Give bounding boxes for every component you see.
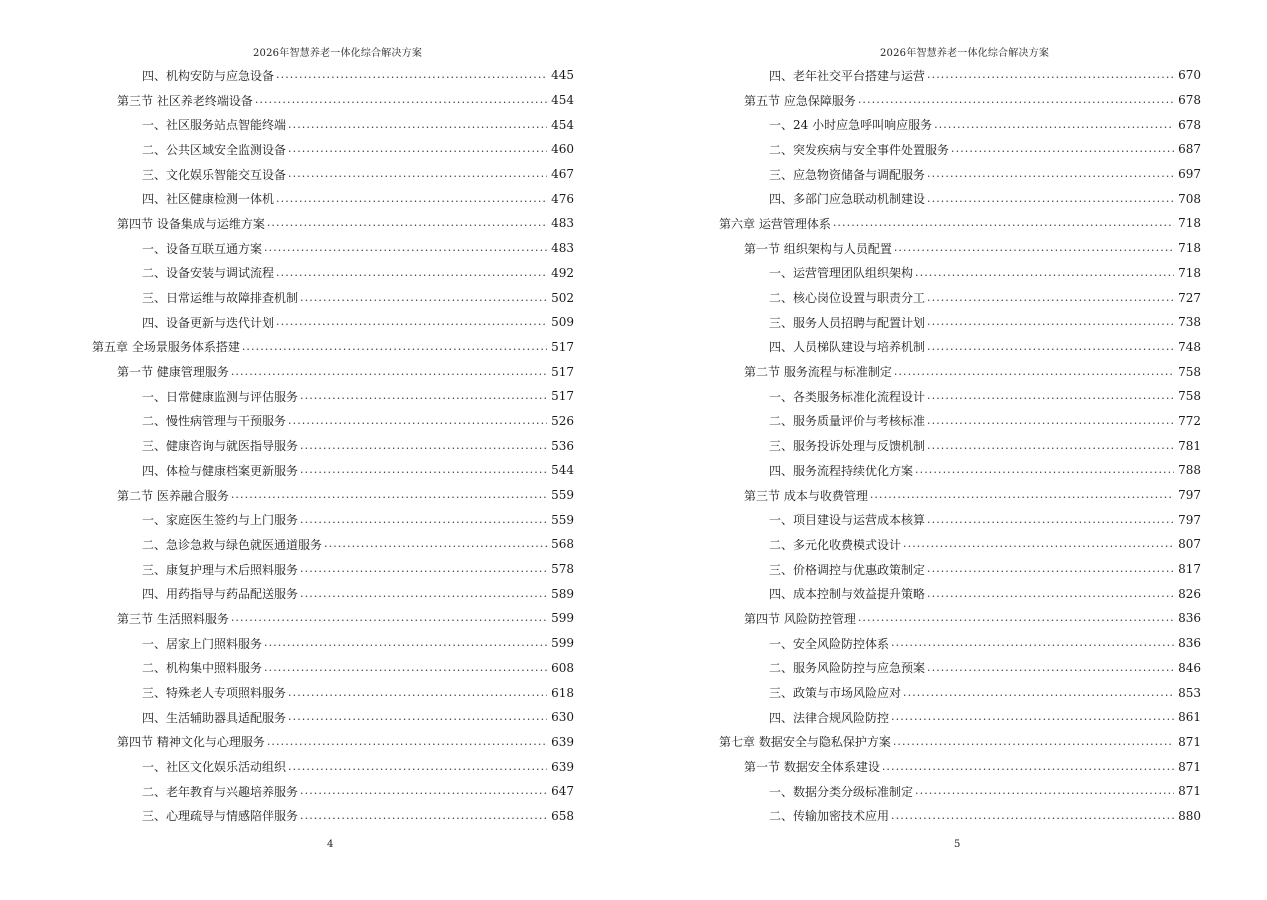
dot-leader <box>882 760 1174 774</box>
toc-entry-page-number: 608 <box>551 660 574 675</box>
dot-leader <box>300 389 547 403</box>
toc-subsection-entry[interactable] <box>719 409 1201 434</box>
toc-entry-page-number: 526 <box>551 413 574 428</box>
dot-leader <box>927 192 1174 206</box>
toc-entry-page-number: 758 <box>1178 364 1201 379</box>
toc-entry-title: 四、生活辅助器具适配服务 <box>92 709 288 726</box>
dot-leader <box>300 291 547 305</box>
toc-section-entry[interactable] <box>92 88 574 113</box>
toc-subsection-entry[interactable] <box>719 112 1201 137</box>
toc-subsection-entry[interactable] <box>92 581 574 606</box>
toc-entry-title: 四、社区健康检测一体机 <box>92 190 276 207</box>
toc-entry-title: 第一节 组织架构与人员配置 <box>719 240 894 257</box>
toc-entry-title: 二、服务质量评价与考核标准 <box>719 412 927 429</box>
toc-entry-page-number: 836 <box>1178 636 1201 651</box>
dot-leader <box>264 661 547 675</box>
toc-entry-title: 一、社区服务站点智能终端 <box>92 116 288 133</box>
toc-entry-page-number: 544 <box>551 463 574 478</box>
toc-entry-title: 一、居家上门照料服务 <box>92 635 264 652</box>
dot-leader <box>324 537 547 551</box>
toc-entry-page-number: 697 <box>1178 167 1201 182</box>
toc-entry-title: 二、多元化收费模式设计 <box>719 536 903 553</box>
toc-subsection-entry[interactable] <box>92 112 574 137</box>
toc-entry-title: 一、运营管理团队组织架构 <box>719 264 915 281</box>
toc-subsection-entry[interactable] <box>92 409 574 434</box>
toc-entry-page-number: 797 <box>1178 512 1201 527</box>
toc-entry-title: 三、特殊老人专项照料服务 <box>92 684 288 701</box>
toc-subsection-entry[interactable] <box>719 285 1201 310</box>
toc-entry-title: 三、政策与市场风险应对 <box>719 684 903 701</box>
toc-entry-title: 二、机构集中照料服务 <box>92 659 264 676</box>
dot-leader <box>934 118 1174 132</box>
toc-entry-title: 二、设备安装与调试流程 <box>92 264 276 281</box>
toc-subsection-entry[interactable] <box>92 754 574 779</box>
toc-chapter-entry[interactable] <box>719 211 1201 236</box>
toc-entry-page-number: 578 <box>551 562 574 577</box>
toc-entry-page-number: 670 <box>1178 68 1201 83</box>
toc-subsection-entry[interactable] <box>719 557 1201 582</box>
toc-entry-title: 一、家庭医生签约与上门服务 <box>92 511 300 528</box>
toc-subsection-entry[interactable] <box>719 433 1201 458</box>
toc-subsection-entry[interactable] <box>92 162 574 187</box>
toc-entry-title: 四、设备更新与迭代计划 <box>92 314 276 331</box>
toc-entry-title: 一、数据分类分级标准制定 <box>719 783 915 800</box>
dot-leader <box>255 93 547 107</box>
dot-leader <box>927 587 1174 601</box>
toc-entry-page-number: 836 <box>1178 611 1201 626</box>
toc-entry-page-number: 639 <box>551 759 574 774</box>
toc-entry-title: 二、服务风险防控与应急预案 <box>719 659 927 676</box>
toc-entry-page-number: 772 <box>1178 413 1201 428</box>
dot-leader <box>858 611 1174 625</box>
dot-leader <box>858 93 1174 107</box>
toc-entry-title: 二、核心岗位设置与职责分工 <box>719 289 927 306</box>
toc-subsection-entry[interactable] <box>719 705 1201 730</box>
toc-entry-title: 一、项目建设与运营成本核算 <box>719 511 927 528</box>
toc-section-entry[interactable] <box>719 606 1201 631</box>
toc-subsection-entry[interactable] <box>719 656 1201 681</box>
toc-entry-page-number: 880 <box>1178 808 1201 823</box>
toc-entry-title: 三、应急物资储备与调配服务 <box>719 166 927 183</box>
dot-leader <box>264 636 547 650</box>
toc-entry-page-number: 599 <box>551 636 574 651</box>
toc-subsection-entry[interactable] <box>719 680 1201 705</box>
toc-subsection-entry[interactable] <box>92 532 574 557</box>
toc-entry-page-number: 639 <box>551 734 574 749</box>
running-header: 2026年智慧养老一体化综合解决方案 <box>880 48 1050 59</box>
toc-subsection-entry[interactable] <box>719 532 1201 557</box>
toc-entry-title: 一、各类服务标准化流程设计 <box>719 388 927 405</box>
dot-leader <box>288 414 547 428</box>
toc-entry-title: 第五章 全场景服务体系搭建 <box>92 340 240 355</box>
toc-subsection-entry[interactable] <box>92 261 574 286</box>
toc-subsection-entry[interactable] <box>92 433 574 458</box>
toc-entry-title: 四、法律合规风险防控 <box>719 709 891 726</box>
toc-entry-title: 三、文化娱乐智能交互设备 <box>92 166 288 183</box>
dot-leader <box>300 463 547 477</box>
dot-leader <box>927 340 1174 354</box>
toc-entry-page-number: 727 <box>1178 290 1201 305</box>
dot-leader <box>951 142 1174 156</box>
page-number: 4 <box>327 839 334 850</box>
toc-entry-page-number: 559 <box>551 512 574 527</box>
toc-entry-title: 一、安全风险防控体系 <box>719 635 891 652</box>
toc-entry-page-number: 630 <box>551 710 574 725</box>
toc-entry-title: 一、24 小时应急呼叫响应服务 <box>719 116 934 133</box>
dot-leader <box>288 118 547 132</box>
toc-entry-page-number: 568 <box>551 537 574 552</box>
toc-entry-page-number: 817 <box>1178 562 1201 577</box>
dot-leader <box>288 167 547 181</box>
toc-entry-page-number: 483 <box>551 241 574 256</box>
dot-leader <box>833 216 1174 230</box>
dot-leader <box>231 611 547 625</box>
toc-entry-title: 一、设备互联互通方案 <box>92 240 264 257</box>
toc-entry-page-number: 826 <box>1178 586 1201 601</box>
toc-entry-page-number: 748 <box>1178 339 1201 354</box>
toc-entry-page-number: 658 <box>551 808 574 823</box>
toc-entry-page-number: 517 <box>551 339 574 354</box>
dot-leader <box>300 784 547 798</box>
dot-leader <box>927 414 1174 428</box>
toc-section-entry[interactable] <box>719 88 1201 113</box>
dot-leader <box>231 365 547 379</box>
toc-section-entry[interactable] <box>92 483 574 508</box>
toc-entry-title: 四、老年社交平台搭建与运营 <box>719 67 927 84</box>
toc-entry-title: 一、社区文化娱乐活动组织 <box>92 758 288 775</box>
toc-entry-page-number: 509 <box>551 315 574 330</box>
toc-subsection-entry[interactable] <box>719 779 1201 804</box>
dot-leader <box>927 68 1174 82</box>
toc-subsection-entry[interactable] <box>92 656 574 681</box>
toc-entry-title: 二、慢性病管理与干预服务 <box>92 412 288 429</box>
toc-subsection-entry[interactable] <box>92 557 574 582</box>
toc-subsection-entry[interactable] <box>719 581 1201 606</box>
toc-entry-title: 三、服务人员招聘与配置计划 <box>719 314 927 331</box>
toc-entry-title: 第四节 风险防控管理 <box>719 610 858 627</box>
dot-leader <box>894 241 1174 255</box>
toc-entry-title: 二、急诊急救与绿色就医通道服务 <box>92 536 324 553</box>
dot-leader <box>870 488 1174 502</box>
toc-chapter-entry[interactable] <box>92 335 574 360</box>
dot-leader <box>231 488 547 502</box>
toc-entry-page-number: 718 <box>1178 241 1201 256</box>
toc-entry-page-number: 460 <box>551 142 574 157</box>
toc-subsection-entry[interactable] <box>719 162 1201 187</box>
toc-entry-page-number: 846 <box>1178 660 1201 675</box>
toc-entry-page-number: 678 <box>1178 117 1201 132</box>
dot-leader <box>300 562 547 576</box>
dot-leader <box>915 266 1174 280</box>
toc-entry-page-number: 853 <box>1178 685 1201 700</box>
toc-entry-title: 四、用药指导与药品配送服务 <box>92 585 300 602</box>
toc-chapter-entry[interactable] <box>719 730 1201 755</box>
toc-entry-title: 四、服务流程持续优化方案 <box>719 462 915 479</box>
toc-subsection-entry[interactable] <box>719 458 1201 483</box>
toc-entry-title: 三、服务投诉处理与反馈机制 <box>719 437 927 454</box>
toc-subsection-entry[interactable] <box>92 458 574 483</box>
dot-leader <box>927 661 1174 675</box>
right-page <box>640 0 1267 900</box>
toc-entry-title: 二、突发疾病与安全事件处置服务 <box>719 141 951 158</box>
toc-entry-title: 三、心理疏导与情感陪伴服务 <box>92 807 300 824</box>
dot-leader <box>927 389 1174 403</box>
toc-entry-page-number: 647 <box>551 784 574 799</box>
toc-subsection-entry[interactable] <box>719 507 1201 532</box>
toc-entry-page-number: 599 <box>551 611 574 626</box>
toc-subsection-entry[interactable] <box>92 236 574 261</box>
toc-entry-page-number: 476 <box>551 191 574 206</box>
dot-leader <box>242 340 547 354</box>
toc-subsection-entry[interactable] <box>92 680 574 705</box>
toc-entry-page-number: 454 <box>551 117 574 132</box>
toc-subsection-entry[interactable] <box>719 804 1201 829</box>
toc-entry-page-number: 781 <box>1178 438 1201 453</box>
toc-subsection-entry[interactable] <box>92 779 574 804</box>
dot-leader <box>276 68 547 82</box>
toc-entry-page-number: 618 <box>551 685 574 700</box>
dot-leader <box>276 266 547 280</box>
toc-entry-title: 第七章 数据安全与隐私保护方案 <box>719 735 891 750</box>
toc-section-entry[interactable] <box>92 606 574 631</box>
toc-subsection-entry[interactable] <box>719 137 1201 162</box>
toc-section-entry[interactable] <box>719 483 1201 508</box>
toc-entry-title: 四、多部门应急联动机制建设 <box>719 190 927 207</box>
toc-entry-page-number: 797 <box>1178 488 1201 503</box>
toc-subsection-entry[interactable] <box>92 631 574 656</box>
toc-subsection-entry[interactable] <box>92 186 574 211</box>
dot-leader <box>267 216 547 230</box>
toc-entry-page-number: 454 <box>551 93 574 108</box>
toc-entry-page-number: 445 <box>551 68 574 83</box>
dot-leader <box>927 315 1174 329</box>
dot-leader <box>927 167 1174 181</box>
toc-entry-page-number: 871 <box>1178 759 1201 774</box>
toc-entry-title: 二、公共区域安全监测设备 <box>92 141 288 158</box>
dot-leader <box>288 710 547 724</box>
toc-subsection-entry[interactable] <box>92 63 574 88</box>
toc-entry-title: 四、体检与健康档案更新服务 <box>92 462 300 479</box>
toc-entry-page-number: 758 <box>1178 389 1201 404</box>
toc-entry-title: 第二节 服务流程与标准制定 <box>719 363 894 380</box>
dot-leader <box>276 192 547 206</box>
running-header: 2026年智慧养老一体化综合解决方案 <box>253 48 423 59</box>
table-of-contents <box>92 63 574 828</box>
toc-entry-page-number: 708 <box>1178 191 1201 206</box>
toc-entry-page-number: 678 <box>1178 93 1201 108</box>
toc-entry-title: 四、成本控制与效益提升策略 <box>719 585 927 602</box>
toc-subsection-entry[interactable] <box>92 705 574 730</box>
toc-section-entry[interactable] <box>92 359 574 384</box>
dot-leader <box>915 463 1174 477</box>
toc-entry-title: 三、日常运维与故障排查机制 <box>92 289 300 306</box>
dot-leader <box>300 439 547 453</box>
toc-entry-title: 第五节 应急保障服务 <box>719 92 858 109</box>
toc-entry-page-number: 589 <box>551 586 574 601</box>
toc-section-entry[interactable] <box>719 359 1201 384</box>
dot-leader <box>927 513 1174 527</box>
toc-section-entry[interactable] <box>719 236 1201 261</box>
toc-subsection-entry[interactable] <box>719 335 1201 360</box>
toc-entry-page-number: 738 <box>1178 315 1201 330</box>
table-of-contents <box>719 63 1201 828</box>
toc-entry-page-number: 502 <box>551 290 574 305</box>
toc-subsection-entry[interactable] <box>92 384 574 409</box>
dot-leader <box>300 513 547 527</box>
dot-leader <box>894 365 1174 379</box>
toc-entry-page-number: 492 <box>551 265 574 280</box>
toc-entry-title: 一、日常健康监测与评估服务 <box>92 388 300 405</box>
dot-leader <box>891 710 1174 724</box>
toc-section-entry[interactable] <box>92 211 574 236</box>
dot-leader <box>267 735 547 749</box>
toc-entry-title: 四、机构安防与应急设备 <box>92 67 276 84</box>
toc-entry-page-number: 871 <box>1178 734 1201 749</box>
dot-leader <box>927 291 1174 305</box>
toc-entry-title: 第一节 健康管理服务 <box>92 363 231 380</box>
toc-entry-page-number: 517 <box>551 364 574 379</box>
toc-entry-title: 四、人员梯队建设与培养机制 <box>719 338 927 355</box>
dot-leader <box>300 587 547 601</box>
dot-leader <box>264 241 547 255</box>
toc-entry-title: 第四节 精神文化与心理服务 <box>92 733 267 750</box>
dot-leader <box>288 142 547 156</box>
dot-leader <box>891 636 1174 650</box>
dot-leader <box>288 686 547 700</box>
page-number: 5 <box>954 839 961 850</box>
toc-entry-page-number: 483 <box>551 216 574 231</box>
toc-entry-page-number: 536 <box>551 438 574 453</box>
toc-entry-title: 第三节 成本与收费管理 <box>719 487 870 504</box>
toc-subsection-entry[interactable] <box>92 804 574 829</box>
toc-subsection-entry[interactable] <box>719 63 1201 88</box>
dot-leader <box>276 315 547 329</box>
dot-leader <box>288 760 547 774</box>
toc-entry-title: 第四节 设备集成与运维方案 <box>92 215 267 232</box>
toc-entry-title: 三、价格调控与优惠政策制定 <box>719 561 927 578</box>
dot-leader <box>927 562 1174 576</box>
toc-subsection-entry[interactable] <box>92 137 574 162</box>
toc-entry-title: 第二节 医养融合服务 <box>92 487 231 504</box>
toc-entry-title: 二、传输加密技术应用 <box>719 807 891 824</box>
toc-section-entry[interactable] <box>92 730 574 755</box>
dot-leader <box>903 537 1174 551</box>
dot-leader <box>893 735 1174 749</box>
dot-leader <box>300 809 547 823</box>
toc-entry-page-number: 861 <box>1178 710 1201 725</box>
toc-subsection-entry[interactable] <box>719 261 1201 286</box>
toc-entry-page-number: 687 <box>1178 142 1201 157</box>
dot-leader <box>927 439 1174 453</box>
toc-entry-title: 第三节 生活照料服务 <box>92 610 231 627</box>
toc-entry-page-number: 559 <box>551 488 574 503</box>
toc-entry-page-number: 718 <box>1178 265 1201 280</box>
toc-entry-page-number: 467 <box>551 167 574 182</box>
toc-subsection-entry[interactable] <box>719 310 1201 335</box>
toc-entry-page-number: 517 <box>551 389 574 404</box>
toc-entry-title: 第六章 运营管理体系 <box>719 216 831 231</box>
dot-leader <box>903 686 1174 700</box>
dot-leader <box>891 809 1174 823</box>
toc-subsection-entry[interactable] <box>719 384 1201 409</box>
dot-leader <box>915 784 1174 798</box>
toc-entry-title: 三、康复护理与术后照料服务 <box>92 561 300 578</box>
toc-entry-page-number: 807 <box>1178 537 1201 552</box>
toc-entry-title: 二、老年教育与兴趣培养服务 <box>92 783 300 800</box>
toc-entry-page-number: 718 <box>1178 216 1201 231</box>
toc-subsection-entry[interactable] <box>92 310 574 335</box>
toc-entry-page-number: 788 <box>1178 463 1201 478</box>
toc-entry-title: 第三节 社区养老终端设备 <box>92 92 255 109</box>
toc-subsection-entry[interactable] <box>719 186 1201 211</box>
toc-entry-title: 第一节 数据安全体系建设 <box>719 758 882 775</box>
toc-subsection-entry[interactable] <box>92 507 574 532</box>
toc-entry-title: 三、健康咨询与就医指导服务 <box>92 437 300 454</box>
toc-subsection-entry[interactable] <box>92 285 574 310</box>
toc-subsection-entry[interactable] <box>719 631 1201 656</box>
toc-section-entry[interactable] <box>719 754 1201 779</box>
toc-entry-page-number: 871 <box>1178 784 1201 799</box>
